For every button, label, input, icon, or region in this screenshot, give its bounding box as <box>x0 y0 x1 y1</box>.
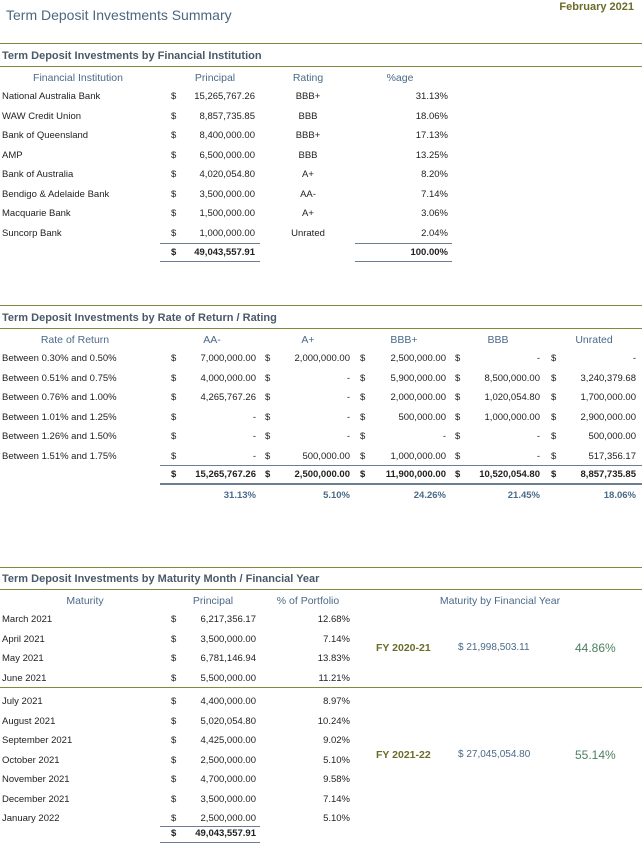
rate-rating-value: - <box>536 450 540 462</box>
currency-symbol: $ <box>171 696 177 707</box>
rating-value: BBB <box>298 149 318 161</box>
fy-label: FY 2021-22 <box>376 749 431 761</box>
maturity-pct: 10.24% <box>317 715 350 727</box>
section-divider <box>0 43 642 44</box>
principal-amount: 15,265,767.26 <box>194 91 255 102</box>
pct-value: 18.06% <box>415 110 448 122</box>
section-divider <box>0 328 642 329</box>
maturity-pct: 12.68% <box>317 614 350 625</box>
maturity-pct: 8.97% <box>323 696 350 707</box>
rating-value: AA- <box>300 188 316 200</box>
total-rule <box>160 826 260 827</box>
col-header-institution: Financial Institution <box>33 72 123 84</box>
rating-pct: 24.26% <box>413 490 446 501</box>
total-rule <box>160 261 260 262</box>
currency-symbol: $ <box>171 774 177 785</box>
principal-amount: 1,500,000.00 <box>199 208 255 219</box>
maturity-principal: 4,400,000.00 <box>200 696 256 707</box>
pct-value: 8.20% <box>421 169 448 180</box>
currency-symbol: $ <box>171 247 177 258</box>
currency-symbol: $ <box>265 450 271 462</box>
col-header-rating: A+ <box>301 334 315 346</box>
maturity-pct: 7.14% <box>323 793 350 805</box>
rate-rating-value: - <box>252 450 256 462</box>
rate-rating-value: 2,500,000.00 <box>390 353 446 364</box>
currency-symbol: $ <box>265 392 271 403</box>
section-divider <box>0 305 642 306</box>
currency-symbol: $ <box>171 91 177 102</box>
currency-symbol: $ <box>171 469 177 480</box>
rate-rating-value: 2,900,000.00 <box>580 411 636 423</box>
rating-total: 2,500,000.00 <box>294 469 350 480</box>
principal-amount: 3,500,000.00 <box>199 188 255 200</box>
maturity-pct: 5.10% <box>323 754 350 766</box>
rate-band-label: Between 0.30% and 0.50% <box>2 353 117 364</box>
maturity-principal: 2,500,000.00 <box>200 813 256 824</box>
rating-value: A+ <box>302 169 314 180</box>
maturity-month: July 2021 <box>2 696 43 707</box>
col-header-fy: Maturity by Financial Year <box>439 595 561 607</box>
currency-symbol: $ <box>171 735 177 746</box>
pct-value: 17.13% <box>415 130 448 141</box>
rate-rating-value: - <box>252 431 256 442</box>
rating-pct: 31.13% <box>223 490 256 501</box>
currency-symbol: $ <box>171 828 177 839</box>
rate-rating-value: 8,500,000.00 <box>484 372 540 384</box>
currency-symbol: $ <box>171 169 177 180</box>
currency-symbol: $ <box>551 431 557 442</box>
currency-symbol: $ <box>171 672 177 684</box>
currency-symbol: $ <box>171 392 177 403</box>
currency-symbol: $ <box>171 614 177 625</box>
rating-total: 15,265,767.26 <box>195 469 256 480</box>
maturity-month: August 2021 <box>2 715 56 727</box>
rate-rating-value: - <box>536 431 540 442</box>
maturity-month: March 2021 <box>2 614 53 625</box>
col-header-rate: Rate of Return <box>40 334 110 346</box>
currency-symbol: $ <box>455 431 461 442</box>
institution-name: Bank of Queensland <box>2 130 89 141</box>
pct-value: 2.04% <box>421 227 448 239</box>
currency-symbol: $ <box>171 813 177 824</box>
rate-rating-value: 1,700,000.00 <box>580 392 636 403</box>
total-rule <box>160 465 642 466</box>
total-rule <box>160 842 260 843</box>
total-rule <box>355 243 452 244</box>
maturity-pct: 9.02% <box>323 735 350 746</box>
maturity-month: April 2021 <box>2 633 45 645</box>
principal-amount: 8,400,000.00 <box>199 130 255 141</box>
maturity-month: January 2022 <box>2 813 60 824</box>
currency-symbol: $ <box>265 353 271 364</box>
rate-rating-value: - <box>442 431 446 442</box>
currency-symbol: $ <box>265 469 271 480</box>
col-header-principal: Principal <box>194 72 236 84</box>
total-rule <box>160 243 260 244</box>
currency-symbol: $ <box>171 110 177 122</box>
currency-symbol: $ <box>360 411 366 423</box>
currency-symbol: $ <box>171 793 177 805</box>
col-header-rating: BBB <box>487 334 509 346</box>
institution-name: National Australia Bank <box>2 91 101 102</box>
section-divider <box>0 66 642 67</box>
currency-symbol: $ <box>171 653 177 664</box>
currency-symbol: $ <box>360 372 366 384</box>
maturity-principal: 2,500,000.00 <box>200 754 256 766</box>
currency-symbol: $ <box>455 450 461 462</box>
rate-band-label: Between 1.26% and 1.50% <box>2 431 117 442</box>
col-header-rating: AA- <box>203 334 221 346</box>
currency-symbol: $ <box>265 411 271 423</box>
rate-rating-value: - <box>346 392 350 403</box>
rate-band-label: Between 1.01% and 1.25% <box>2 411 117 423</box>
rate-rating-value: - <box>346 411 350 423</box>
currency-symbol: $ <box>360 392 366 403</box>
rate-rating-value: 500,000.00 <box>588 431 636 442</box>
currency-symbol: $ <box>171 208 177 219</box>
maturity-month: December 2021 <box>2 793 70 805</box>
rate-rating-value: 517,356.17 <box>588 450 636 462</box>
total-rule <box>355 261 452 262</box>
rating-value: BBB+ <box>295 130 321 141</box>
currency-symbol: $ <box>551 372 557 384</box>
principal-amount: 4,020,054.80 <box>199 169 255 180</box>
total-rule <box>160 483 642 485</box>
institution-name: Suncorp Bank <box>2 227 62 239</box>
col-header-rating: Unrated <box>575 334 613 346</box>
currency-symbol: $ <box>455 353 461 364</box>
principal-amount: 6,500,000.00 <box>199 149 255 161</box>
report-date: February 2021 <box>559 1 634 13</box>
currency-symbol: $ <box>455 411 461 423</box>
rate-rating-value: 3,240,379.68 <box>580 372 636 384</box>
currency-symbol: $ <box>171 149 177 161</box>
maturity-month: September 2021 <box>2 735 73 746</box>
fy-pct: 55.14% <box>575 748 616 762</box>
currency-symbol: $ <box>265 372 271 384</box>
principal-amount: 1,000,000.00 <box>199 227 255 239</box>
currency-symbol: $ <box>551 469 557 480</box>
fy-amount: $ 21,998,503.11 <box>458 642 530 653</box>
total-principal: 49,043,557.91 <box>194 247 255 258</box>
fy-divider <box>0 687 642 688</box>
currency-symbol: $ <box>171 633 177 645</box>
currency-symbol: $ <box>171 227 177 239</box>
institution-name: AMP <box>2 149 23 161</box>
maturity-pct: 7.14% <box>323 633 350 645</box>
currency-symbol: $ <box>171 754 177 766</box>
rating-total: 8,857,735.85 <box>580 469 636 480</box>
currency-symbol: $ <box>171 431 177 442</box>
pct-value: 31.13% <box>415 91 448 102</box>
currency-symbol: $ <box>171 411 177 423</box>
principal-amount: 8,857,735.85 <box>199 110 255 122</box>
rate-rating-value: - <box>632 353 636 364</box>
rate-rating-value: 1,000,000.00 <box>484 411 540 423</box>
maturity-principal: 6,217,356.17 <box>200 614 256 625</box>
maturity-month: November 2021 <box>2 774 70 785</box>
maturity-principal: 4,425,000.00 <box>200 735 256 746</box>
pct-value: 3.06% <box>421 208 448 219</box>
total-pct: 100.00% <box>410 247 448 258</box>
maturity-month: October 2021 <box>2 754 60 766</box>
maturity-pct: 9.58% <box>323 774 350 785</box>
total-principal: 49,043,557.91 <box>195 828 256 839</box>
institution-name: Macquarie Bank <box>2 208 71 219</box>
rate-rating-value: 7,000,000.00 <box>200 353 256 364</box>
maturity-month: June 2021 <box>2 672 47 684</box>
rate-rating-value: 1,000,000.00 <box>390 450 446 462</box>
section-title-maturity: Term Deposit Investments by Maturity Month / Financial Year <box>2 573 320 585</box>
rating-total: 11,900,000.00 <box>385 469 446 480</box>
rate-rating-value: 1,020,054.80 <box>484 392 540 403</box>
currency-symbol: $ <box>360 450 366 462</box>
rate-rating-value: 4,000,000.00 <box>200 372 256 384</box>
fy-label: FY 2020-21 <box>376 642 431 654</box>
currency-symbol: $ <box>360 353 366 364</box>
currency-symbol: $ <box>265 431 271 442</box>
page-title: Term Deposit Investments Summary <box>6 7 232 23</box>
pct-value: 13.25% <box>415 149 448 161</box>
institution-name: WAW Credit Union <box>2 110 82 122</box>
maturity-principal: 6,781,146.94 <box>200 653 256 664</box>
rating-value: A+ <box>302 208 314 219</box>
col-header-pct: %age <box>386 72 414 84</box>
section-divider <box>0 589 642 590</box>
rate-rating-value: - <box>536 353 540 364</box>
currency-symbol: $ <box>171 188 177 200</box>
rate-band-label: Between 0.51% and 0.75% <box>2 372 117 384</box>
rating-pct: 5.10% <box>323 490 350 501</box>
rate-band-label: Between 1.51% and 1.75% <box>2 450 117 462</box>
currency-symbol: $ <box>360 469 366 480</box>
rating-value: Unrated <box>291 227 325 239</box>
rate-rating-value: 500,000.00 <box>302 450 350 462</box>
col-header-rating: BBB+ <box>390 334 418 346</box>
currency-symbol: $ <box>455 372 461 384</box>
rating-total: 10,520,054.80 <box>479 469 540 480</box>
currency-symbol: $ <box>455 469 461 480</box>
rate-rating-value: 4,265,767.26 <box>200 392 256 403</box>
rate-rating-value: 5,900,000.00 <box>390 372 446 384</box>
currency-symbol: $ <box>455 392 461 403</box>
currency-symbol: $ <box>360 431 366 442</box>
maturity-principal: 3,500,000.00 <box>200 793 256 805</box>
rating-value: BBB+ <box>295 91 321 102</box>
currency-symbol: $ <box>551 392 557 403</box>
institution-name: Bendigo & Adelaide Bank <box>2 188 110 200</box>
rate-rating-value: 2,000,000.00 <box>390 392 446 403</box>
rate-band-label: Between 0.76% and 1.00% <box>2 392 117 403</box>
rate-rating-value: 500,000.00 <box>398 411 446 423</box>
currency-symbol: $ <box>551 353 557 364</box>
maturity-principal: 5,500,000.00 <box>200 672 256 684</box>
currency-symbol: $ <box>551 411 557 423</box>
section-title-rate: Term Deposit Investments by Rate of Return / Rating <box>2 312 277 324</box>
rating-value: BBB <box>298 110 318 122</box>
maturity-principal: 5,020,054.80 <box>200 715 256 727</box>
col-header-maturity: Maturity <box>66 595 104 607</box>
fy-amount: $ 27,045,054.80 <box>458 749 531 760</box>
currency-symbol: $ <box>171 372 177 384</box>
col-header-principal: Principal <box>192 595 234 607</box>
section-title-institution: Term Deposit Investments by Financial Institution <box>2 50 262 62</box>
rate-rating-value: 2,000,000.00 <box>294 353 350 364</box>
rate-rating-value: - <box>346 431 350 442</box>
pct-value: 7.14% <box>421 188 448 200</box>
institution-name: Bank of Australia <box>2 169 74 180</box>
rating-pct: 21.45% <box>507 490 540 501</box>
fy-pct: 44.86% <box>575 641 616 655</box>
col-header-rating: Rating <box>292 72 324 84</box>
rate-rating-value: - <box>346 372 350 384</box>
maturity-pct: 13.83% <box>317 653 350 664</box>
currency-symbol: $ <box>171 353 177 364</box>
maturity-month: May 2021 <box>2 653 44 664</box>
section-divider <box>0 567 642 568</box>
currency-symbol: $ <box>171 715 177 727</box>
maturity-principal: 4,700,000.00 <box>200 774 256 785</box>
currency-symbol: $ <box>551 450 557 462</box>
maturity-principal: 3,500,000.00 <box>200 633 256 645</box>
currency-symbol: $ <box>171 130 177 141</box>
rate-rating-value: - <box>252 411 256 423</box>
rating-pct: 18.06% <box>603 490 636 501</box>
maturity-pct: 11.21% <box>318 672 350 684</box>
col-header-portfolio: % of Portfolio <box>276 595 340 607</box>
currency-symbol: $ <box>171 450 177 462</box>
maturity-pct: 5.10% <box>323 813 350 824</box>
